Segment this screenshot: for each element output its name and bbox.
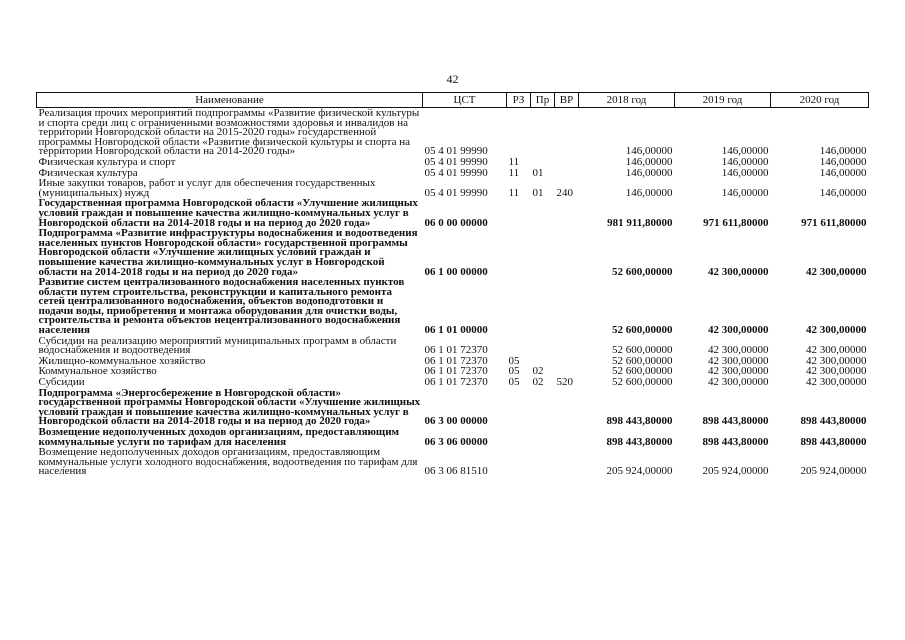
row-pr <box>531 336 555 356</box>
header-2019: 2019 год <box>675 93 771 108</box>
table-row <box>37 108 869 157</box>
row-value-2018: 146,00000 <box>625 155 673 168</box>
row-rz <box>507 427 531 447</box>
row-cst: 06 1 01 72370 <box>424 354 488 367</box>
row-value-2020: 146,00000 <box>819 155 867 168</box>
row-value-2019: 42 300,00000 <box>708 324 769 337</box>
row-cst: 06 3 00 00000 <box>424 415 488 428</box>
row-rz <box>507 228 531 277</box>
row-value-2020: 205 924,00000 <box>800 465 867 478</box>
row-name: Реализация прочих мероприятий подпрограммы «Развитие физической культуры и спорта среди лиц с ограниченными возможностями здоровья и инвалидов на территории Новгородской области на 2015-2020 годы» государственной программы Новгородской области «Развитие физической культуры и спорта на территории Новгородской области на 2014-2020 годы» <box>38 107 420 158</box>
row-pr: 02 <box>532 376 544 389</box>
row-value-2018: 52 600,00000 <box>612 324 673 337</box>
row-value-2019: 146,00000 <box>721 166 769 179</box>
row-pr <box>531 228 555 277</box>
row-cst: 06 1 00 00000 <box>424 265 488 278</box>
row-value-2018: 898 443,80000 <box>606 435 673 448</box>
budget-table <box>36 92 869 477</box>
row-value-2018: 205 924,00000 <box>606 465 673 478</box>
row-name: Государственная программа Новгородской области «Улучшение жилищных условий граждан и повышение качества жилищно-коммунальных услуг в Новгородской области на 2014-2018 годы и на период до 2020 года» <box>38 197 418 229</box>
row-cst: 05 4 01 99990 <box>424 166 488 179</box>
row-cst: 06 1 01 72370 <box>424 344 488 357</box>
row-value-2020: 42 300,00000 <box>806 324 867 337</box>
row-pr <box>531 277 555 336</box>
row-vr <box>555 336 579 356</box>
row-value-2019: 971 611,80000 <box>703 216 769 229</box>
row-rz <box>507 336 531 356</box>
row-value-2019: 42 300,00000 <box>708 365 769 378</box>
row-name: Физическая культура <box>38 166 138 179</box>
table-row <box>37 427 869 447</box>
row-cst: 06 1 01 72370 <box>424 365 488 378</box>
row-value-2020: 42 300,00000 <box>806 265 867 278</box>
row-value-2019: 42 300,00000 <box>708 376 769 389</box>
row-value-2020: 42 300,00000 <box>806 344 867 357</box>
row-cst: 05 4 01 99990 <box>424 145 488 158</box>
row-name: Подпрограмма «Развитие инфраструктуры водоснабжения и водоотведения населенных пунктов Новгородской области» государственной программы Новгородской области «Улучшение жилищных условий граждан и повышение качества жилищно-коммунальных услуг в Новгородской области на 2014-2018 годы и на период до 2020 года» <box>38 227 418 278</box>
table-row <box>37 198 869 228</box>
row-value-2020: 146,00000 <box>819 145 867 158</box>
row-value-2018: 981 911,80000 <box>607 216 673 229</box>
row-value-2018: 898 443,80000 <box>606 415 673 428</box>
table-header <box>37 93 869 108</box>
row-vr <box>555 388 579 427</box>
row-value-2018: 52 600,00000 <box>612 265 673 278</box>
row-value-2020: 898 443,80000 <box>800 435 867 448</box>
table-row <box>37 228 869 277</box>
row-cst: 06 3 06 81510 <box>424 465 488 478</box>
row-vr <box>555 198 579 228</box>
row-value-2018: 52 600,00000 <box>612 365 673 378</box>
row-name: Возмещение недополученных доходов организациям, предоставляющим коммунальные услуги по тарифам для населения <box>38 426 400 448</box>
row-vr <box>555 108 579 157</box>
row-rz <box>507 447 531 477</box>
row-pr <box>531 447 555 477</box>
row-value-2020: 42 300,00000 <box>806 365 867 378</box>
row-value-2019: 42 300,00000 <box>708 265 769 278</box>
row-value-2018: 146,00000 <box>625 186 673 199</box>
header-2018: 2018 год <box>579 93 675 108</box>
row-value-2020: 898 443,80000 <box>800 415 867 428</box>
table-body <box>37 108 869 477</box>
row-value-2019: 42 300,00000 <box>708 354 769 367</box>
row-vr <box>555 447 579 477</box>
header-cst: ЦСТ <box>423 93 507 108</box>
row-name: Субсидии <box>38 376 85 389</box>
row-value-2018: 52 600,00000 <box>612 344 673 357</box>
row-value-2020: 146,00000 <box>819 166 867 179</box>
row-name: Физическая культура и спорт <box>38 155 176 168</box>
row-value-2018: 146,00000 <box>625 145 673 158</box>
page-number: 42 <box>446 72 459 86</box>
row-rz: 11 <box>508 186 520 199</box>
row-value-2019: 146,00000 <box>721 186 769 199</box>
row-name: Жилищно-коммунальное хозяйство <box>38 354 206 367</box>
row-value-2020: 42 300,00000 <box>806 354 867 367</box>
header-vr: ВР <box>555 93 579 108</box>
row-vr <box>555 277 579 336</box>
row-cst: 06 1 01 72370 <box>424 376 488 389</box>
row-rz: 11 <box>508 166 520 179</box>
row-cst: 05 4 01 99990 <box>424 155 488 168</box>
row-rz <box>507 198 531 228</box>
row-pr <box>531 388 555 427</box>
row-pr: 01 <box>532 186 544 199</box>
table-row <box>37 447 869 477</box>
row-value-2020: 42 300,00000 <box>806 376 867 389</box>
row-cst: 05 4 01 99990 <box>424 186 488 199</box>
row-name: Развитие систем централизованного водоснабжения населенных пунктов области путем строительства, реконструкции и капитального ремонта сетей централизованного водоснабжения, объектов водоподготовки и подачи воды, приобретения и монтажа оборудования для очистки воды, строительства и ремонта объектов нецентрализованного водоснабжения населения <box>38 276 405 337</box>
table-row <box>37 388 869 427</box>
header-pr: Пр <box>531 93 555 108</box>
row-value-2018: 146,00000 <box>625 166 673 179</box>
row-cst: 06 0 00 00000 <box>424 216 488 229</box>
row-rz: 05 <box>508 376 520 389</box>
row-pr <box>531 108 555 157</box>
row-name: Коммунальное хозяйство <box>38 365 157 378</box>
row-rz <box>507 388 531 427</box>
header-2020: 2020 год <box>771 93 869 108</box>
row-vr <box>555 157 579 168</box>
header-name: Наименование <box>37 93 423 108</box>
row-name: Субсидии на реализацию мероприятий муниципальных программ в области водоснабжения и водоотведения <box>38 334 397 357</box>
row-pr: 01 <box>532 166 544 179</box>
row-cst: 06 3 06 00000 <box>424 435 488 448</box>
row-vr: 520 <box>556 376 573 389</box>
row-pr: 02 <box>532 365 544 378</box>
row-pr <box>531 427 555 447</box>
row-value-2018: 52 600,00000 <box>612 376 673 389</box>
row-value-2019: 898 443,80000 <box>702 415 769 428</box>
row-vr <box>555 168 579 179</box>
row-name: Иные закупки товаров, работ и услуг для обеспечения государственных (муниципальных) нужд <box>38 177 376 199</box>
table-row <box>37 157 869 168</box>
row-rz <box>507 277 531 336</box>
row-pr <box>531 157 555 168</box>
row-rz: 05 <box>508 365 520 378</box>
row-value-2019: 146,00000 <box>721 145 769 158</box>
row-value-2018: 52 600,00000 <box>612 354 673 367</box>
row-rz: 05 <box>508 354 520 367</box>
row-name: Возмещение недополученных доходов организациям, предоставляющим коммунальные услуги холодного водоснабжения, водоотведения по тарифам для населения <box>38 446 418 478</box>
row-value-2019: 42 300,00000 <box>708 344 769 357</box>
row-value-2020: 971 611,80000 <box>801 216 867 229</box>
row-value-2019: 205 924,00000 <box>702 465 769 478</box>
row-value-2019: 898 443,80000 <box>702 435 769 448</box>
table-row <box>37 178 869 198</box>
header-rz: РЗ <box>507 93 531 108</box>
row-cst: 06 1 01 00000 <box>424 324 488 337</box>
row-rz <box>507 108 531 157</box>
table-row <box>37 277 869 336</box>
table-row <box>37 336 869 356</box>
row-vr <box>555 228 579 277</box>
row-vr: 240 <box>556 186 573 199</box>
row-pr <box>531 198 555 228</box>
row-value-2020: 146,00000 <box>819 186 867 199</box>
row-vr <box>555 356 579 367</box>
row-rz: 11 <box>508 155 520 168</box>
row-value-2019: 146,00000 <box>721 155 769 168</box>
row-name: Подпрограмма «Энергосбережение в Новгородской области» государственной программы Новгородской области «Улучшение жилищных условий граждан и повышение качества жилищно-коммунальных услуг в Новгородской области на 2014-2018 годы и на период до 2020 года» <box>38 386 421 428</box>
row-vr <box>555 427 579 447</box>
